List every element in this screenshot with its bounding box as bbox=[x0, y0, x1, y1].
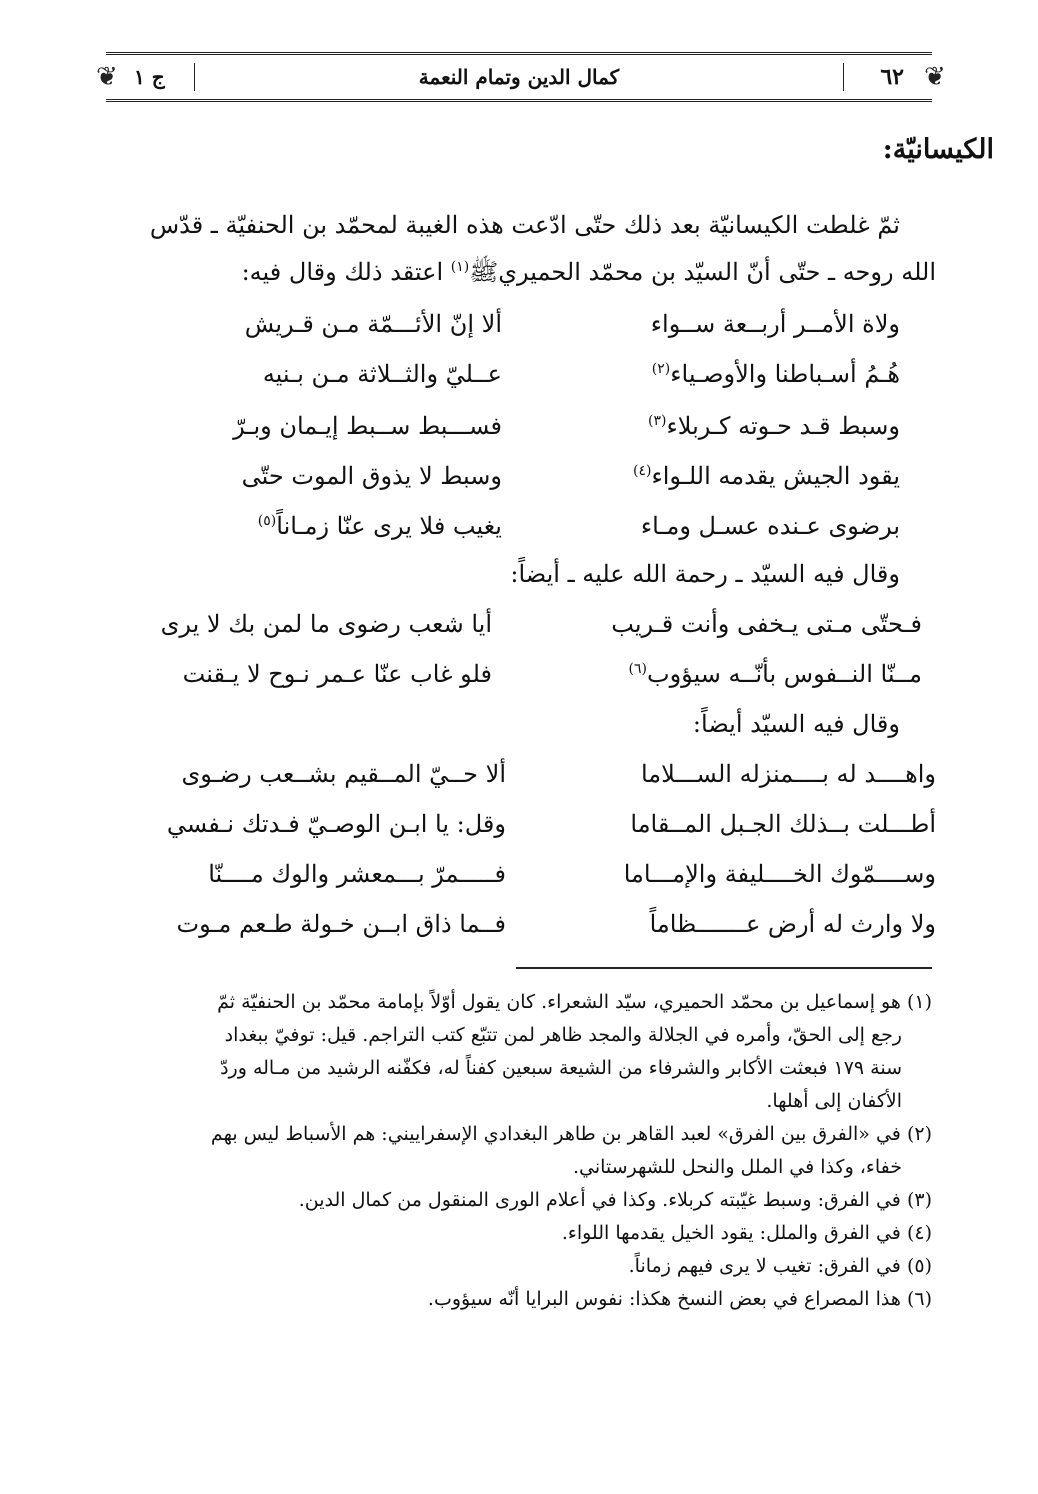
honorific-glyph: ﷺ bbox=[469, 258, 499, 286]
verse-second-hemistich: ولا وارث له أرض عـــــــظاماً bbox=[649, 910, 936, 938]
footnote-text: خفاء، وكذا في الملل والنحل للشهرستاني. bbox=[572, 1156, 902, 1178]
footnote-text: هو إسماعيل بن محمّد الحميري، سيّد الشعراء. كان يقول أوّلاً بإمامة محمّد بن الحنفيّة ثمّ bbox=[217, 991, 901, 1013]
header-divider bbox=[194, 63, 195, 91]
verse-second-hemistich: أطـــلت بــذلك الجـبل المــقاما bbox=[630, 810, 936, 838]
prose-line: ثمّ غلطت الكيسانيّة بعد ذلك حتّى ادّعت هذه الغيبة لمحمّد بن الحنفيّة ـ قدّس bbox=[149, 211, 900, 239]
verse-text: مــنّا النــفوس بأنّــه سيؤوب bbox=[646, 660, 922, 688]
running-header bbox=[96, 52, 946, 102]
page-number: ٦٢ bbox=[880, 64, 904, 90]
book-title: كمال الدين وتمام النعمة bbox=[418, 65, 620, 89]
footnote-ref: (٦) bbox=[628, 661, 647, 677]
footnote-number: (٢) bbox=[906, 1123, 932, 1145]
footnote-text: في الفرق: وسبط غيّبته كربلاء. وكذا في أعلام الورى المنقول من كمال الدين. bbox=[298, 1189, 901, 1211]
footnote-divider bbox=[516, 967, 932, 969]
verse-first-hemistich: فــما ذاق ابــن خـولة طـعم مـوت bbox=[176, 910, 506, 938]
verse-second-hemistich bbox=[560, 354, 900, 394]
verse-first-hemistich: فـــــمرّ بـــمعشر والوك مــــنّا bbox=[208, 860, 506, 888]
footnote-5 bbox=[106, 1250, 932, 1283]
footnote-ref: (٤) bbox=[632, 463, 652, 479]
footnote-ref: (١) bbox=[450, 259, 470, 275]
footnote-number: (٦) bbox=[906, 1288, 932, 1310]
footnote-number: (٣) bbox=[906, 1189, 932, 1211]
footnotes bbox=[106, 986, 932, 1316]
verse-text: هُـمُ أسـباطنا والأوصـياء bbox=[670, 360, 900, 388]
verse-first-hemistich: ألا إنّ الأئـــمّة مـن قـريش bbox=[244, 310, 502, 338]
poem-intro: وقال فيه السيّد ـ رحمة الله عليه ـ أيضاً: bbox=[510, 560, 900, 588]
verse-second-hemistich bbox=[560, 406, 900, 446]
footnote-ref: (٢) bbox=[651, 361, 671, 377]
footnote-number: (٥) bbox=[906, 1255, 932, 1277]
footnote-text: هذا المصراع في بعض النسخ هكذا: نفوس البرايا أنّه سيؤوب. bbox=[427, 1288, 901, 1310]
verse-text: وسبط قـد حـوته كـربلاء bbox=[666, 412, 900, 440]
footnote-3 bbox=[106, 1184, 932, 1217]
ornament-icon: ❦ bbox=[924, 62, 946, 92]
poem-intro: وقال فيه السيّد أيضاً: bbox=[692, 710, 900, 738]
volume-label: ج ١ bbox=[134, 65, 165, 89]
section-title: الكيسانيّة: bbox=[882, 134, 994, 165]
footnote-ref: (٥) bbox=[257, 513, 277, 529]
verse-second-hemistich: ولاة الأمــر أربــعة ســواء bbox=[650, 310, 900, 338]
verse-second-hemistich: برضوى عـنده عسـل ومـاء bbox=[640, 512, 900, 540]
footnote-text: سنة ١٧٩ فبعثت الأكابر والشرفاء من الشيعة سبعين كفناً له، فكفّنه الرشيد من مـاله وردّ bbox=[220, 1057, 902, 1079]
footnote-4 bbox=[106, 1217, 932, 1250]
verse-second-hemistich: فـحتّى مـتى يـخفى وأنت قـريب bbox=[611, 610, 922, 638]
prose-line bbox=[106, 252, 936, 292]
prose-text: اعتقد ذلك وقال فيه: bbox=[241, 258, 451, 286]
footnote-text: رجع إلى الحقّ، وأمره في الجلالة والمجد ظاهر لمن تتبّع كتب التراجم. قيل: توفيّ ببغداد bbox=[224, 1024, 902, 1046]
footnote-number: (١) bbox=[906, 991, 932, 1013]
ornament-icon: ❦ bbox=[96, 62, 118, 92]
verse-first-hemistich: فلو غاب عنّا عـمر نـوح لا يـقنت bbox=[182, 660, 492, 688]
verse-first-hemistich: عــليّ والثــلاثة مـن بـنيه bbox=[262, 360, 502, 388]
verse-first-hemistich: وسبط لا يذوق الموت حتّى bbox=[241, 462, 502, 490]
verse-first-hemistich: فســـبط ســبط إيـمان وبـرّ bbox=[233, 412, 502, 440]
footnote-text: الأكفان إلى أهلها. bbox=[766, 1090, 902, 1112]
footnote-text: في الفرق: تغيب لا يرى فيهم زماناً. bbox=[628, 1255, 901, 1277]
prose-text: الله روحه ـ حتّى أنّ السيّد بن محمّد الحميري bbox=[498, 258, 936, 286]
verse-second-hemistich: وســــمّوك الخــــليفة والإمـــاما bbox=[623, 860, 936, 888]
verse-second-hemistich bbox=[542, 654, 922, 694]
prose-paragraph bbox=[106, 198, 936, 252]
verse-second-hemistich: واهــــد له بــــمنزله الســـلاما bbox=[640, 760, 936, 788]
footnote-1 bbox=[106, 986, 932, 1118]
footnote-text: في الفرق والملل: يقود الخيل يقدمها اللواء. bbox=[561, 1222, 901, 1244]
footnote-number: (٤) bbox=[906, 1222, 932, 1244]
footnote-text: في «الفرق بين الفرق» لعبد القاهر بن طاهر البغدادي الإسفراييني: هم الأسباط ليس بهم bbox=[210, 1123, 901, 1145]
footnote-ref: (٣) bbox=[648, 413, 667, 429]
verse-first-hemistich: وقل: يا ابـن الوصـيّ فـدتك نـفسي bbox=[166, 810, 506, 838]
verse-first-hemistich: ألا حــيّ المــقيم بشــعب رضـوى bbox=[181, 760, 506, 788]
verse-text: يقود الجيش يقدمه اللـواء bbox=[651, 462, 900, 490]
verse-first-hemistich bbox=[172, 506, 502, 546]
footnote-6 bbox=[106, 1283, 932, 1316]
verse-text: يغيب فلا يرى عنّا زمـاناً bbox=[276, 512, 502, 540]
verse-first-hemistich: أيا شعب رضوى ما لمن بك لا يرى bbox=[160, 610, 492, 638]
verse-second-hemistich bbox=[560, 456, 900, 496]
footnote-2 bbox=[106, 1118, 932, 1184]
